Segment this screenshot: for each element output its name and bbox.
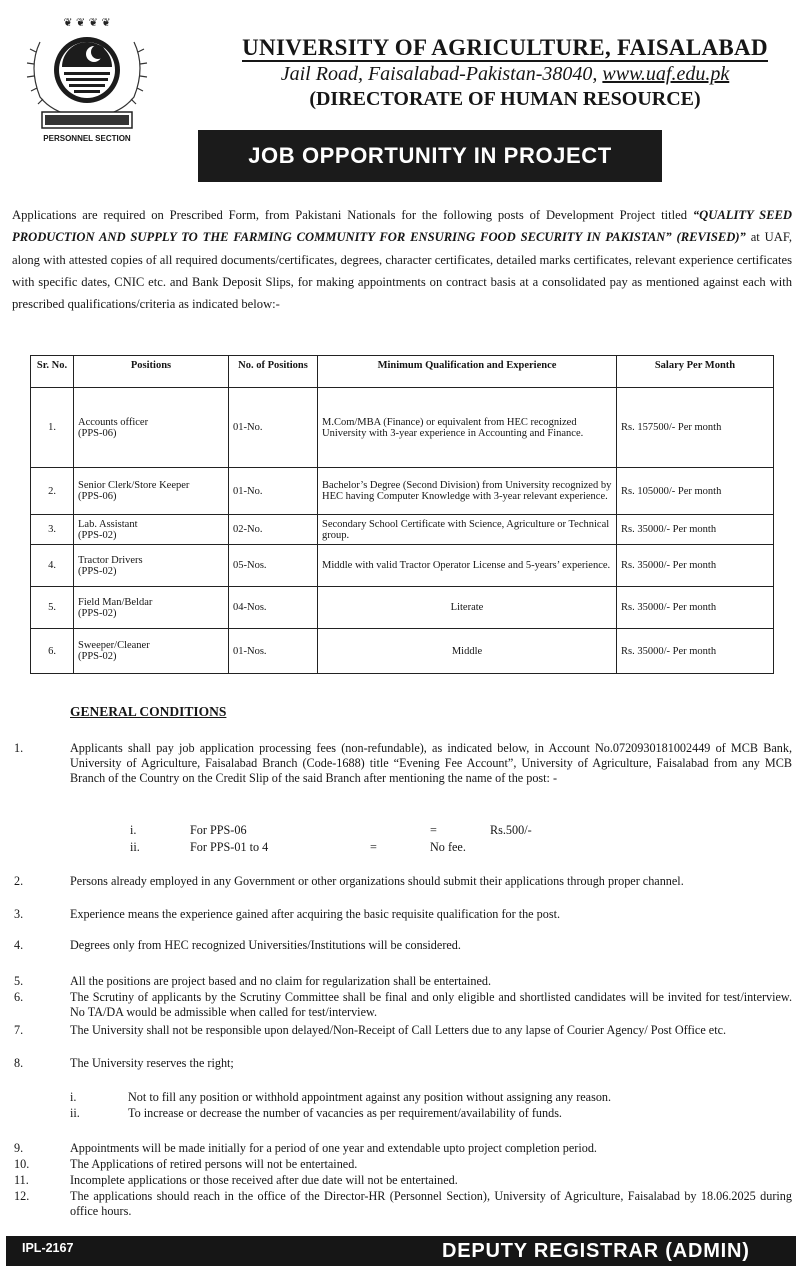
position-scale: (PPS-02) [78, 651, 117, 662]
project-title: “QUALITY SEED PRODUCTION AND SUPPLY TO THE FARMING COMMUNITY FOR ENSURING FOOD SECURITY IN PAKISTAN” (REVISED)” [12, 208, 792, 245]
header-sr-no: Sr. No. [31, 356, 74, 388]
position-scale: (PPS-02) [78, 607, 117, 619]
svg-text:❦ ❦ ❦ ❦: ❦ ❦ ❦ ❦ [63, 16, 111, 29]
cell-position [74, 587, 229, 629]
condition-1: Applicants shall pay job application processing fees (non-refundable), as indicated below, in Account No.07209301810024​49 of MCB Bank, University of Agriculture, Faisalabad Branch (Code-1688) title “Evening Fee Account”, University of Agriculture, Faisalabad from any MCB Branch of the Country on the Credit Slip of the said Branch after mentioning the name of the post: - [70, 741, 792, 785]
position-scale: (PPS-06) [78, 427, 117, 439]
header-qualification: Minimum Qualification and Experience [318, 356, 617, 388]
header-positions: Positions [74, 356, 229, 388]
position-title: Lab. Assistant [78, 518, 138, 530]
personnel-section-label: PERSONNEL SECTION [43, 134, 131, 143]
cell-salary: Rs. 35000/- Per month [617, 545, 774, 587]
cell-qualification: Middle [318, 629, 617, 674]
condition-5: All the positions are project based and no claim for regularization shall be entertained. [70, 974, 491, 988]
cell-sr: 6. [31, 629, 74, 674]
cell-position [74, 388, 229, 468]
cell-position [74, 629, 229, 674]
positions-table [30, 355, 774, 674]
condition-7: The University shall not be responsible upon delayed/Non-Receipt of Call Letters due to any lapse of Courier Agency/ Post Office etc. [70, 1023, 727, 1037]
cell-sr: 2. [31, 468, 74, 515]
address-line [215, 63, 795, 86]
position-scale: (PPS-02) [78, 565, 117, 577]
ad-reference: IPL-2167 [22, 1241, 74, 1255]
fee-roman: ii. [130, 840, 140, 854]
cell-salary: Rs. 157500/- Per month [617, 388, 774, 468]
condition-number: 8. [14, 1056, 24, 1070]
fee-label: For PPS-01 to 4 [190, 840, 269, 854]
position-title: Sweeper/Cleaner [78, 640, 150, 651]
cell-count: 01-No. [229, 468, 318, 515]
general-conditions-heading: GENERAL CONDITIONS [70, 704, 227, 719]
condition-number: 2. [14, 874, 24, 888]
fee-label: For PPS-06 [190, 823, 247, 837]
condition-number: 1. [14, 741, 24, 755]
fee-amount: Rs.500/- [490, 823, 532, 837]
position-title: Accounts officer [78, 416, 149, 428]
cell-position [74, 545, 229, 587]
right-roman: ii. [70, 1106, 80, 1120]
condition-number: 11. [14, 1173, 29, 1187]
cell-salary: Rs. 105000/- Per month [617, 468, 774, 515]
table-row [31, 515, 774, 545]
header-no-of-positions: No. of Positions [229, 356, 318, 388]
cell-qualification: Secondary School Certificate with Science, Agriculture or Technical group. [318, 515, 617, 545]
cell-count: 04-Nos. [229, 587, 318, 629]
condition-number: 3. [14, 907, 24, 921]
position-scale: (PPS-06) [78, 491, 117, 502]
intro-part2: at UAF, along with attested copies of all required documents/certificates, degrees, character certificates, detailed marks certificates, relevant experience certificates with specific dates, CNIC etc. and Bank Deposit Slips, for making appointments on contract basis at a consolidated pay as mentioned against each with prescribed qualifications/criteria as indicated below:- [12, 230, 792, 312]
condition-number: 7. [14, 1023, 24, 1037]
cell-count: 05-Nos. [229, 545, 318, 587]
condition-11: Incomplete applications or those received after due date will not be entertained. [70, 1173, 458, 1187]
cell-sr: 1. [31, 388, 74, 468]
condition-2: Persons already employed in any Government or other organizations should submit their applications through proper channel. [70, 874, 684, 888]
cell-count: 01-No. [229, 388, 318, 468]
fee-roman: i. [130, 823, 137, 837]
table-row [31, 388, 774, 468]
condition-number: 6. [14, 990, 24, 1004]
condition-12: The applications should reach in the office of the Director-HR (Personnel Section), University of Agriculture, Faisalabad by 18.06.2025 during office hours. [70, 1189, 792, 1218]
cell-salary: Rs. 35000/- Per month [617, 587, 774, 629]
right-item: Not to fill any position or withhold appointment against any position without assigning any reason. [128, 1090, 612, 1104]
condition-number: 12. [14, 1189, 30, 1203]
intro-part1: Applications are required on Prescribed Form, from Pakistani Nationals for the following posts of Development Project titled [12, 208, 688, 222]
table-row [31, 468, 774, 515]
cell-qualification: Middle with valid Tractor Operator License and 5-years’ experience. [318, 545, 617, 587]
table-header-row [31, 356, 774, 388]
condition-4: Degrees only from HEC recognized Universities/Institutions will be considered. [70, 938, 461, 952]
condition-9: Appointments will be made initially for a period of one year and extendable upto project completion period. [70, 1141, 597, 1155]
directorate-title: (DIRECTORATE OF HUMAN RESOURCE) [309, 88, 701, 110]
right-roman: i. [70, 1090, 77, 1104]
condition-3: Experience means the experience gained after acquiring the basic requisite qualification for the post. [70, 907, 560, 921]
condition-number: 4. [14, 938, 24, 952]
condition-6: The Scrutiny of applicants by the Scrutiny Committee shall be final and only eligible and shortlisted candidates will be invited for test/interview. No TA/DA would be admissible when called for test/interview. [70, 990, 792, 1019]
header-salary: Salary Per Month [617, 356, 774, 388]
condition-number: 9. [14, 1141, 24, 1155]
position-scale: (PPS-02) [78, 529, 117, 541]
university-title-text: UNIVERSITY OF AGRICULTURE, FAISALABAD [242, 35, 768, 60]
signatory: DEPUTY REGISTRAR (ADMIN) [442, 1240, 750, 1262]
cell-position [74, 468, 229, 515]
cell-qualification: Bachelor’s Degree (Second Division) from University recognized by HEC having Computer Knowledge with 3-year relevant experience. [318, 468, 617, 515]
table-row [31, 587, 774, 629]
table-row [31, 629, 774, 674]
cell-salary: Rs. 35000/- Per month [617, 515, 774, 545]
intro-paragraph [12, 204, 792, 315]
fee-eq: = [430, 823, 437, 837]
position-title: Senior Clerk/Store Keeper [78, 480, 190, 491]
cell-sr: 5. [31, 587, 74, 629]
cell-sr: 4. [31, 545, 74, 587]
condition-10: The Applications of retired persons will not be entertained. [70, 1157, 358, 1171]
cell-count: 02-No. [229, 515, 318, 545]
university-logo [22, 12, 152, 132]
condition-8: The University reserves the right; [70, 1056, 234, 1070]
position-title: Field Man/Beldar [78, 596, 153, 608]
website-link[interactable]: www.uaf.edu.pk [602, 63, 730, 85]
position-title: Tractor Drivers [78, 554, 143, 566]
condition-number: 5. [14, 974, 24, 988]
cell-position [74, 515, 229, 545]
cell-qualification: M.Com/MBA (Finance) or equivalent from HEC recognized University with 3-year experience in Accounting and Finance. [318, 388, 617, 468]
condition-number: 10. [14, 1157, 30, 1171]
fee-amount: No fee. [430, 840, 466, 854]
university-title [215, 35, 795, 61]
table-row [31, 545, 774, 587]
fee-eq: = [370, 840, 377, 854]
cell-count: 01-Nos. [229, 629, 318, 674]
cell-qualification: Literate [318, 587, 617, 629]
cell-sr: 3. [31, 515, 74, 545]
address-text: Jail Road, Faisalabad-Pakistan-38040, [280, 63, 598, 85]
cell-salary: Rs. 35000/- Per month [617, 629, 774, 674]
right-item: To increase or decrease the number of vacancies as per requirement/availability of funds. [128, 1106, 562, 1120]
job-banner: JOB OPPORTUNITY IN PROJECT [198, 130, 662, 182]
